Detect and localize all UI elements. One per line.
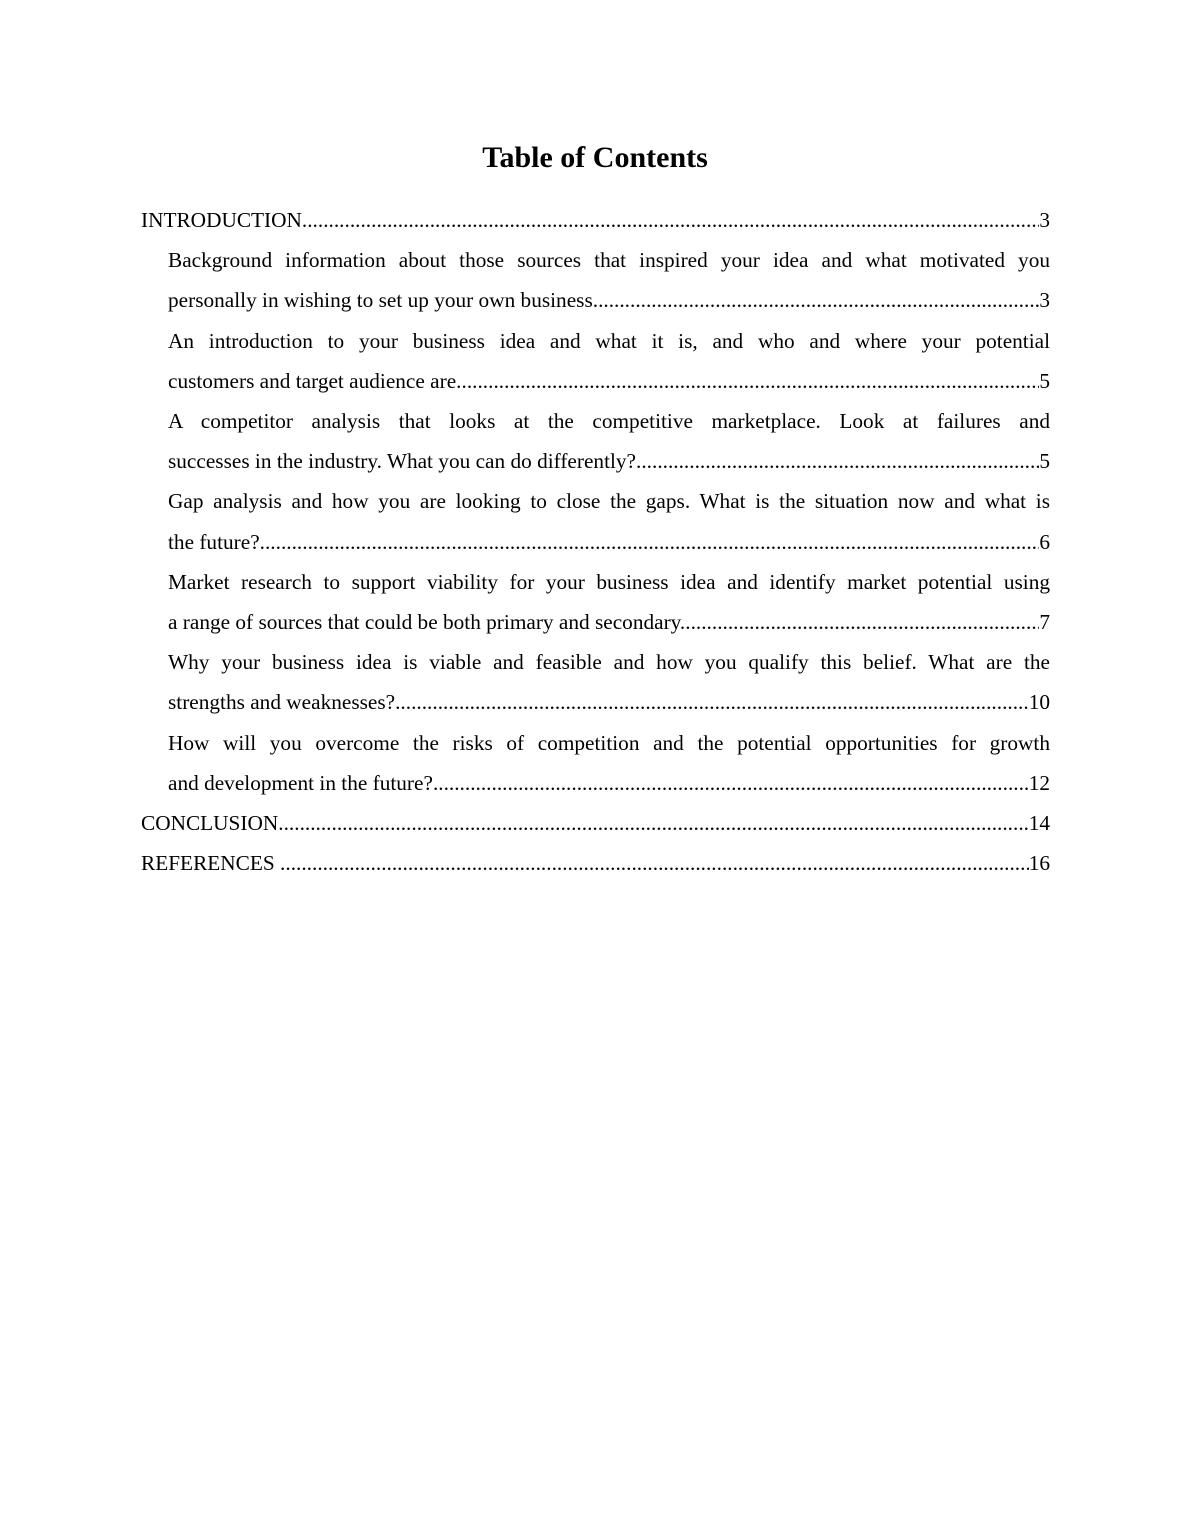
toc-entry-title-continued: and development in the future?	[168, 770, 433, 795]
dot-leader	[260, 522, 1040, 562]
toc-entry-references[interactable]	[141, 843, 1050, 883]
dot-leader	[302, 200, 1039, 240]
page-title: Table of Contents	[482, 141, 708, 174]
toc-entry-title: CONCLUSION	[141, 811, 279, 836]
toc-line	[168, 361, 1050, 401]
toc-page-number: 6	[1039, 529, 1050, 554]
toc-entry-title-line: An introduction to your business idea and what it is, and who and where your potential	[168, 328, 1050, 353]
toc-entry-title-continued: customers and target audience are.	[168, 368, 462, 393]
toc-page-number: 5	[1039, 449, 1050, 474]
dot-leader	[280, 843, 1029, 883]
toc-entry-title-line: Why your business idea is viable and feasible and how you qualify this belief. What are the	[168, 650, 1050, 675]
toc-page-number: 5	[1039, 368, 1050, 393]
toc-entry-title-line: Gap analysis and how you are looking to close the gaps. What is the situation now and what is	[168, 489, 1050, 514]
toc-entry-viability[interactable]	[141, 642, 1050, 722]
toc-page-number: 3	[1039, 208, 1050, 232]
toc-entry-title: REFERENCES	[141, 851, 281, 876]
toc-entry-title-continued: successes in the industry. What you can do differently?	[168, 449, 637, 474]
dot-leader	[433, 763, 1029, 803]
toc-entry-title-line: Market research to support viability for your business idea and identify market potential using	[168, 569, 1050, 594]
toc-entry-title-line: How will you overcome the risks of competition and the potential opportunities for growth	[168, 730, 1050, 755]
dot-leader	[278, 803, 1028, 843]
dot-leader	[685, 602, 1039, 642]
toc-entry-business-idea[interactable]	[141, 321, 1050, 401]
toc-entry-title-line: Background information about those sources that inspired your idea and what motivated you	[168, 248, 1050, 273]
toc-entry-background[interactable]	[141, 240, 1050, 320]
toc-entry-title-continued: the future?	[168, 529, 260, 554]
dot-leader	[636, 441, 1039, 481]
toc-line	[141, 843, 1050, 883]
toc-page-number: 16	[1028, 851, 1050, 876]
dot-leader	[462, 361, 1040, 401]
dot-leader	[395, 682, 1029, 722]
dot-leader	[598, 280, 1039, 320]
toc-entry-title-line: A competitor analysis that looks at the competitive marketplace. Look at failures and	[168, 409, 1050, 434]
toc-entry-competitor-analysis[interactable]	[141, 401, 1050, 481]
toc-entry-title-continued: personally in wishing to set up your own business.	[168, 288, 599, 313]
toc-line	[141, 200, 1050, 240]
toc-list	[141, 200, 1050, 883]
toc-line	[168, 602, 1050, 642]
toc-line	[168, 441, 1050, 481]
toc-entry-introduction[interactable]	[141, 200, 1050, 240]
toc-page-number: 3	[1039, 288, 1050, 313]
toc-entry-market-research[interactable]	[141, 562, 1050, 642]
toc-line	[168, 682, 1050, 722]
toc-entry-conclusion[interactable]	[141, 803, 1050, 843]
toc-page-number: 14	[1028, 811, 1050, 836]
toc-page-number: 7	[1039, 610, 1050, 635]
toc-entry-title: INTRODUCTION	[141, 208, 302, 232]
toc-entry-risks[interactable]	[141, 723, 1050, 803]
toc-line	[141, 803, 1050, 843]
toc-line	[168, 280, 1050, 320]
toc-page-number: 12	[1028, 770, 1050, 795]
toc-entry-title-continued: a range of sources that could be both primary and secondary.	[168, 610, 686, 635]
toc-entry-title-continued: strengths and weaknesses?	[168, 690, 396, 715]
toc-page-number: 10	[1028, 690, 1050, 715]
toc-line	[168, 522, 1050, 562]
toc-entry-gap-analysis[interactable]	[141, 481, 1050, 561]
toc-line	[168, 763, 1050, 803]
